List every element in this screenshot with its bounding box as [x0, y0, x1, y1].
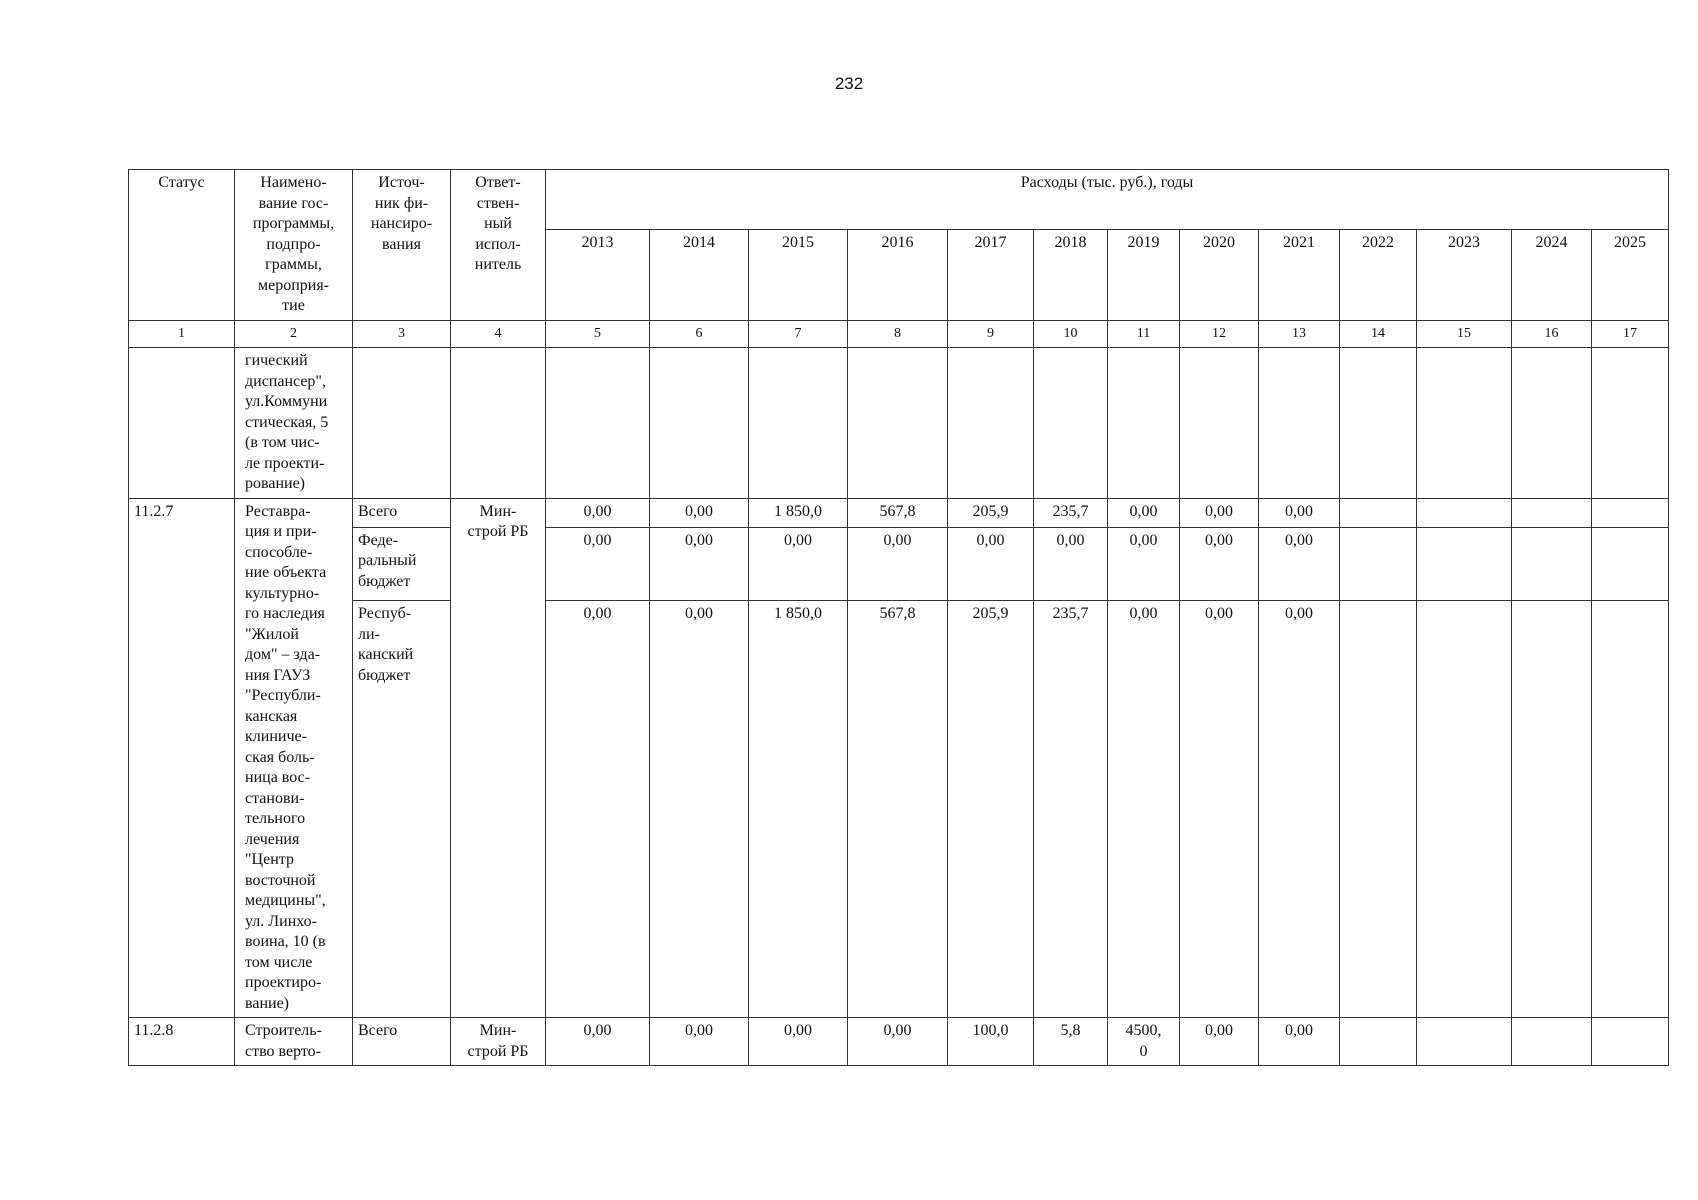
- column-number: 6: [650, 320, 749, 348]
- value-cell: 0,00: [1108, 527, 1180, 600]
- value-cell: 0,00: [1180, 527, 1259, 600]
- value-cell: [1512, 527, 1592, 600]
- year-header: 2018: [1034, 229, 1108, 320]
- value-cell: 0,00: [848, 1018, 948, 1066]
- year-header: 2015: [749, 229, 848, 320]
- header-row: [129, 170, 1669, 230]
- value-cell: 0,00: [1180, 498, 1259, 527]
- value-cell: 0,00: [848, 527, 948, 600]
- value-cell: [1417, 527, 1512, 600]
- year-header: 2021: [1259, 229, 1340, 320]
- item-11-2-7-status: 11.2.7: [129, 498, 235, 1018]
- value-cell: [1592, 498, 1669, 527]
- header-name: Наимено- вание гос- программы, подпро- граммы, мероприя- тие: [235, 170, 353, 321]
- value-cell: [1592, 1018, 1669, 1066]
- value-cell: 0,00: [749, 527, 848, 600]
- value-cell: 1 850,0: [749, 498, 848, 527]
- value-cell: 235,7: [1034, 498, 1108, 527]
- column-number: 15: [1417, 320, 1512, 348]
- value-cell: 0,00: [1034, 527, 1108, 600]
- year-header: 2013: [546, 229, 650, 320]
- item-11-2-7-source-total: Всего: [353, 498, 451, 527]
- column-number: 13: [1259, 320, 1340, 348]
- item-11-2-7-total-row: [129, 498, 1669, 527]
- value-cell: [1340, 527, 1417, 600]
- column-number: 8: [848, 320, 948, 348]
- value-cell: [1512, 1018, 1592, 1066]
- value-cell: 0,00: [948, 527, 1034, 600]
- value-cell: 0,00: [1108, 498, 1180, 527]
- value-cell: 0,00: [1259, 601, 1340, 1018]
- year-header: 2024: [1512, 229, 1592, 320]
- value-cell: 0,00: [546, 498, 650, 527]
- continuation-name: гический диспансер", ул.Коммуни стическая, 5 (в том чис- ле проекти- рование): [235, 348, 353, 499]
- value-cell: 205,9: [948, 601, 1034, 1018]
- value-cell: [1340, 601, 1417, 1018]
- value-cell: 100,0: [948, 1018, 1034, 1066]
- column-number: 3: [353, 320, 451, 348]
- value-cell: 567,8: [848, 498, 948, 527]
- value-cell: [1512, 601, 1592, 1018]
- year-header: 2022: [1340, 229, 1417, 320]
- column-number: 10: [1034, 320, 1108, 348]
- value-cell: 5,8: [1034, 1018, 1108, 1066]
- page-number: 232: [834, 74, 864, 93]
- item-11-2-7-source-federal: Феде- ральный бюджет: [353, 527, 451, 600]
- value-cell: 0,00: [1259, 498, 1340, 527]
- header-status: Статус: [129, 170, 235, 321]
- continuation-row: [129, 348, 1669, 499]
- value-cell: 0,00: [1259, 1018, 1340, 1066]
- item-11-2-7-source-republic: Респуб- ли- канский бюджет: [353, 601, 451, 1018]
- item-11-2-7-name: Реставра- ция и при- способле- ние объекта культурно- го наследия "Жилой дом" – зда- ния ГАУЗ "Республи- канская клиниче- ская боль- ница вос- станови- тельного лечения "Центр восточной медицины", ул. Линхо- воина, 10 (в том числе проектиро- вание): [235, 498, 353, 1018]
- column-number: 1: [129, 320, 235, 348]
- value-cell: 0,00: [650, 601, 749, 1018]
- year-header: 2017: [948, 229, 1034, 320]
- value-cell: [1512, 498, 1592, 527]
- header-executor: Ответ- ствен- ный испол- нитель: [451, 170, 546, 321]
- value-cell: 4500, 0: [1108, 1018, 1180, 1066]
- value-cell: 0,00: [546, 527, 650, 600]
- column-number: 14: [1340, 320, 1417, 348]
- item-11-2-8-executor: Мин- строй РБ: [451, 1018, 546, 1066]
- header-expenses: Расходы (тыс. руб.), годы: [546, 170, 1669, 230]
- column-number: 7: [749, 320, 848, 348]
- continuation-status-cell: [129, 348, 235, 499]
- value-cell: 205,9: [948, 498, 1034, 527]
- value-cell: [1340, 1018, 1417, 1066]
- value-cell: 235,7: [1034, 601, 1108, 1018]
- value-cell: [1340, 498, 1417, 527]
- column-number-row: [129, 320, 1669, 348]
- value-cell: [1417, 601, 1512, 1018]
- value-cell: 0,00: [1259, 527, 1340, 600]
- item-11-2-7-executor: Мин- строй РБ: [451, 498, 546, 1018]
- value-cell: [1592, 527, 1669, 600]
- value-cell: [1417, 498, 1512, 527]
- year-header: 2023: [1417, 229, 1512, 320]
- value-cell: 0,00: [749, 1018, 848, 1066]
- column-number: 16: [1512, 320, 1592, 348]
- item-11-2-7-republic-row: [129, 601, 1669, 1018]
- value-cell: 0,00: [546, 1018, 650, 1066]
- item-11-2-7-federal-row: [129, 527, 1669, 600]
- item-11-2-8-status: 11.2.8: [129, 1018, 235, 1066]
- value-cell: 0,00: [1180, 1018, 1259, 1066]
- budget-table: [128, 169, 1669, 1066]
- year-header: 2019: [1108, 229, 1180, 320]
- column-number: 17: [1592, 320, 1669, 348]
- year-header: 2020: [1180, 229, 1259, 320]
- header-source: Источ- ник фи- нансиро- вания: [353, 170, 451, 321]
- item-11-2-8-row: [129, 1018, 1669, 1066]
- column-number: 12: [1180, 320, 1259, 348]
- value-cell: 0,00: [650, 498, 749, 527]
- value-cell: 0,00: [1108, 601, 1180, 1018]
- value-cell: 0,00: [546, 601, 650, 1018]
- column-number: 5: [546, 320, 650, 348]
- value-cell: 0,00: [650, 1018, 749, 1066]
- value-cell: [1417, 1018, 1512, 1066]
- item-11-2-8-source: Всего: [353, 1018, 451, 1066]
- column-number: 2: [235, 320, 353, 348]
- year-header: 2016: [848, 229, 948, 320]
- item-11-2-8-name: Строитель- ство верто-: [235, 1018, 353, 1066]
- value-cell: 0,00: [650, 527, 749, 600]
- value-cell: 0,00: [1180, 601, 1259, 1018]
- column-number: 4: [451, 320, 546, 348]
- year-header: 2014: [650, 229, 749, 320]
- column-number: 11: [1108, 320, 1180, 348]
- year-header: 2025: [1592, 229, 1669, 320]
- column-number: 9: [948, 320, 1034, 348]
- value-cell: 567,8: [848, 601, 948, 1018]
- value-cell: 1 850,0: [749, 601, 848, 1018]
- value-cell: [1592, 601, 1669, 1018]
